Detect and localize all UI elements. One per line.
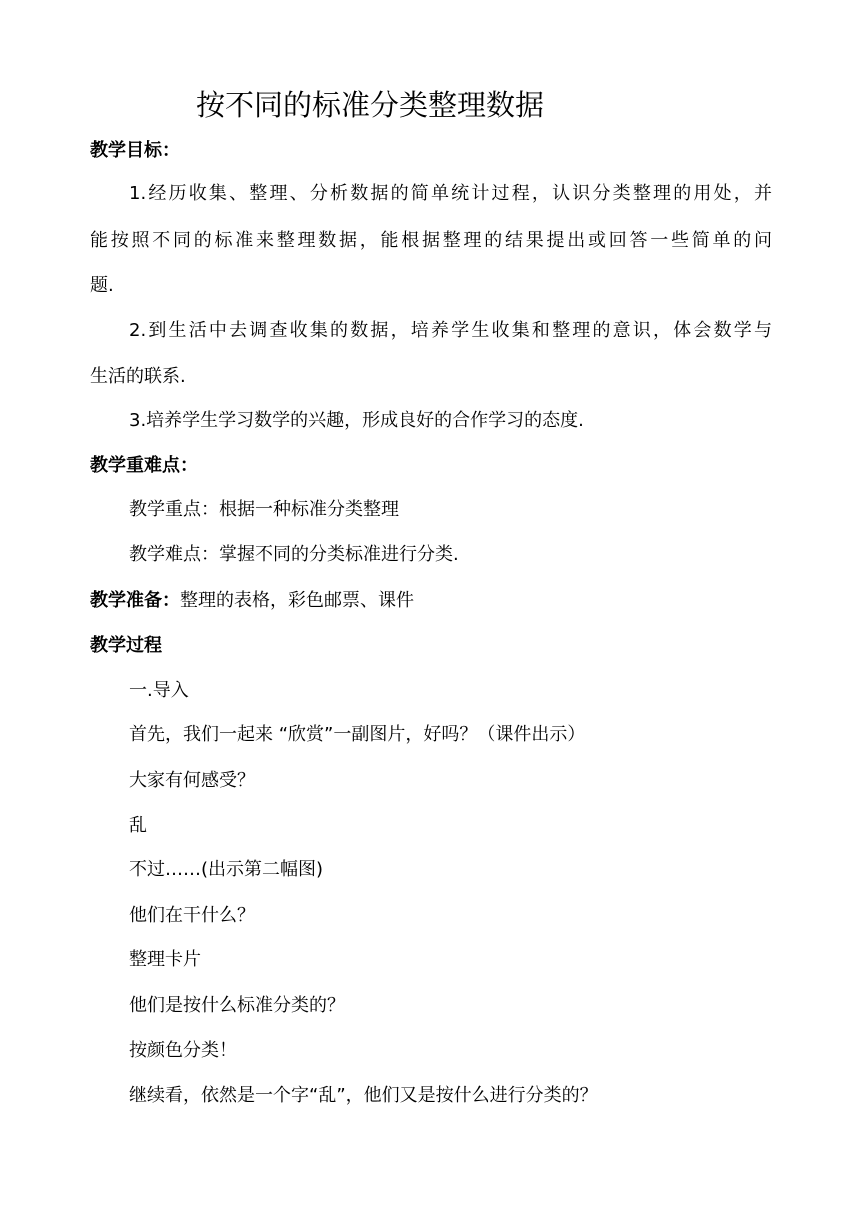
key-points-heading: 教学重难点： [90,455,198,476]
process-line-6: 整理卡片 [129,949,201,970]
process-line-7: 他们是按什么标准分类的？ [129,995,345,1016]
objective-3: 3.培养学生学习数学的兴趣，形成良好的合作学习的态度. [129,410,584,431]
process-line-1: 首先，我们一起来 “欣赏”一副图片，好吗？（课件出示） [129,724,586,745]
process-line-3: 乱 [129,815,147,836]
preparation-line [90,589,414,613]
objective-2-line-1: 2.到生活中去调查收集的数据，培养学生收集和整理的意识，体会数学与 [129,320,772,341]
document-title: 按不同的标准分类整理数据 [196,88,545,122]
step-1-intro: 一.导入 [129,680,189,701]
process-heading: 教学过程 [90,635,162,656]
process-line-4: 不过……(出示第二幅图) [129,859,324,880]
process-line-8: 按颜色分类！ [129,1040,237,1061]
objective-2-line-2: 生活的联系. [90,366,186,387]
process-line-5: 他们在干什么？ [129,905,255,926]
objective-1-line-3: 题. [90,275,114,296]
key-point: 教学重点：根据一种标准分类整理 [129,499,399,520]
objective-1-line-1: 1.经历收集、整理、分析数据的简单统计过程，认识分类整理的用处，并 [129,183,772,204]
objective-1-line-2: 能按照不同的标准来整理数据，能根据整理的结果提出或回答一些简单的问 [90,230,772,251]
process-line-2: 大家有何感受？ [129,770,255,791]
process-line-9: 继续看，依然是一个字“乱”，他们又是按什么进行分类的？ [129,1085,598,1106]
preparation-text: 整理的表格，彩色邮票、课件 [180,590,414,611]
objectives-heading: 教学目标： [90,140,180,161]
preparation-label: 教学准备： [90,590,180,611]
difficult-point: 教学难点：掌握不同的分类标准进行分类. [129,544,459,565]
